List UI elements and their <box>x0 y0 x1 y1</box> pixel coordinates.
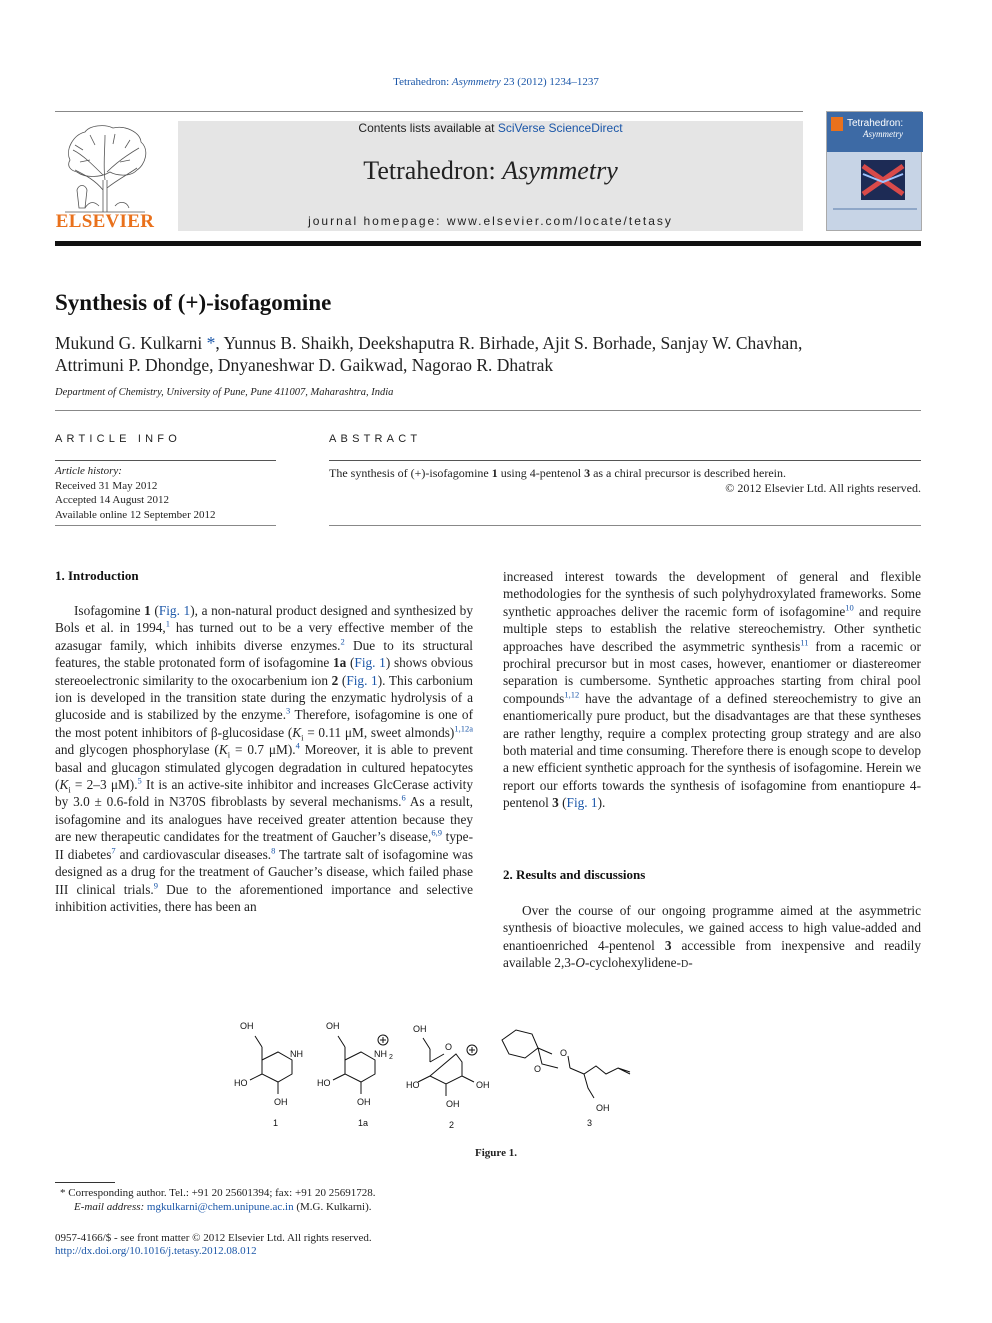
atom-label: NH <box>374 1049 387 1059</box>
atom-label: NH <box>290 1049 303 1059</box>
reference-link[interactable]: 6,9 <box>431 827 442 838</box>
received-date: Received 31 May 2012 <box>55 479 158 492</box>
email-label: E-mail address: <box>74 1201 145 1213</box>
doi-link[interactable]: http://dx.doi.org/10.1016/j.tetasy.2012.08.012 <box>55 1245 257 1257</box>
affiliation-rule <box>55 410 921 411</box>
atom-label: OH <box>274 1097 288 1107</box>
reference-link[interactable]: 5 <box>137 775 142 786</box>
reference-link[interactable]: 3 <box>286 706 291 717</box>
reference-link[interactable]: 2 <box>340 636 345 647</box>
introduction-paragraph-right: increased interest towards the development of general and flexible methodologies for the synthesis of such polyhydroxylated frameworks. Some synthetic approaches deliver the racemic form of isofagomine$^{10}$ and require multiple steps to establish the relative stereochemistry. Other synthetic approaches have described the asymmetric synthesis$^{11}$ from a racemic or prochiral precursor but in most cases, however, enantiomer or diastereomer separation is cumbersome. Synthetic approaches starting from chiral pool compounds$^{1,12}$ have the advantage of a defined stereochemistry to give an enantiomerically pure product, but the disadvantages are that these syntheses are rather lengthy, require a complex protecting group strategy and are also both material and time consuming. Therefore there is enough scope to develop a new efficient synthetic approach for the synthesis of isofagomine. Herein we report our efforts towards the synthesis of isofagomine from enantiopure 4-pentenol 3 (Fig. 1). <box>503 569 922 811</box>
compound-label-2: 2 <box>449 1120 455 1130</box>
article-title: Synthesis of (+)-isofagomine <box>55 290 332 315</box>
online-date: Available online 12 September 2012 <box>55 508 216 521</box>
atom-label: O <box>534 1064 542 1074</box>
reference-link[interactable]: 7 <box>111 845 116 856</box>
authors-line2: Attrimuni P. Dhondge, Dnyaneshwar D. Gaikwad, Nagorao R. Dhatrak <box>55 355 554 375</box>
abstract-text: The synthesis of (+)-isofagomine 1 using 4-pentenol 3 as a chiral precursor is described herein. <box>329 466 786 480</box>
section-heading-results: 2. Results and discussions <box>503 867 646 882</box>
figure-link[interactable]: Fig. 1 <box>158 603 191 618</box>
abstract-rule <box>329 460 921 461</box>
reference-link[interactable]: 9 <box>153 880 158 891</box>
introduction-paragraph-left: Isofagomine 1 (Fig. 1), a non-natural product designed and synthesized by Bols et al. in 1994,$^1$ has turned out to be a very effective member of the azasugar family, which inhibits diverse enzymes.$^2$ Due to its structural features, the stable protonated form of isofagomine 1a (Fig. 1) shows obvious stereoelectronic similarity to the oxocarbenium ion 2 (Fig. 1). This carbonium ion is developed in the transition state during the enzymatic hydrolysis of a glucoside and is stabilized by the enzyme.$^3$ Therefore, isofagomine is one of the most potent inhibitors of β-glucosidase ($K_i = 0.11$ μM, sweet almonds)$^{1,12a}$ and glycogen phosphorylase ($K_i = 0.7$ μM).$^4$ Moreover, it is able to prevent basal and glucagon stimulated glycogen degradation in cultured hepatocytes ($K_i = 2-3$ μM).$^5$ It is an active-site inhibitor and increases GlcCerase activity by 3.0 ± 0.6-fold in N370S fibroblasts by several mechanisms.$^6$ As a result, isofagomine and its analogues have received greater attention because they are new therapeutic candidates for the treatment of Gaucher’s disease,$^{6,9}$ type-II diabetes$^7$ and cardiovascular diseases.$^8$ The tartrate salt of isofagomine was designed as a drug for the treatment of Gaucher’s disease, which failed phase III clinical trials.$^9$ Due to the aforementioned importance and selective inhibition activities, there has been an <box>55 603 474 914</box>
atom-label: O <box>560 1048 568 1058</box>
elsevier-wordmark[interactable]: ELSEVIER <box>55 211 155 232</box>
footnote-corresponding <box>60 1187 375 1199</box>
atom-label: HO <box>317 1078 331 1088</box>
cover-elsevier-mark <box>831 117 843 131</box>
journal-title-italic: Asymmetry <box>502 156 618 185</box>
journal-title <box>178 156 803 186</box>
article-info-rule <box>55 460 276 461</box>
citation-journal: Tetrahedron: <box>393 76 450 88</box>
figure-link[interactable]: Fig. 1 <box>566 795 598 811</box>
footnote-rule <box>55 1182 115 1183</box>
corresponding-author-link[interactable]: * <box>206 333 216 353</box>
abstract-heading: ABSTRACT <box>329 433 422 445</box>
authors-line1: , Yunnus B. Shaikh, Deekshaputra R. Birhade, Ajit S. Borhade, Sanjay W. Chavhan, <box>215 333 803 353</box>
atom-label: OH <box>413 1024 427 1034</box>
citation-details: 23 (2012) 1234–1237 <box>503 76 599 88</box>
cover-line <box>833 208 917 210</box>
atom-label: O <box>445 1042 453 1052</box>
atom-label: OH <box>240 1021 254 1031</box>
compound-label-1a: 1a <box>358 1118 369 1128</box>
figure-link[interactable]: Fig. 1 <box>346 672 378 688</box>
compound-label-1: 1 <box>273 1118 279 1128</box>
reference-link[interactable]: 1,12a <box>454 723 473 734</box>
cover-subtitle: Asymmetry <box>863 129 903 139</box>
journal-homepage[interactable]: journal homepage: www.elsevier.com/locate/tetasy <box>308 214 673 228</box>
atom-label: OH <box>476 1080 490 1090</box>
section-heading-introduction: 1. Introduction <box>55 568 139 583</box>
abstract-bottom-rule <box>329 525 921 526</box>
corresponding-author-name[interactable]: Mukund G. Kulkarni <box>55 333 203 353</box>
compound-label-3: 3 <box>587 1118 593 1128</box>
issn-line: 0957-4166/$ - see front matter © 2012 Elsevier Ltd. All rights reserved. <box>55 1232 372 1244</box>
footnote-star: * <box>60 1187 66 1199</box>
journal-title-plain: Tetrahedron: <box>363 156 496 185</box>
article-info-heading: ARTICLE INFO <box>55 433 181 445</box>
accepted-date: Accepted 14 August 2012 <box>55 494 169 506</box>
email-suffix: (M.G. Kulkarni). <box>296 1201 372 1213</box>
citation-header[interactable] <box>0 76 992 88</box>
history-label: Article history: <box>55 465 122 477</box>
abstract-copyright: © 2012 Elsevier Ltd. All rights reserved. <box>725 481 921 495</box>
reference-link[interactable]: 8 <box>271 845 276 856</box>
atom-label-subscript: 2 <box>389 1054 393 1061</box>
sciencedirect-link[interactable]: SciVerse ScienceDirect <box>497 121 623 135</box>
affiliation: Department of Chemistry, University of Pune, Pune 411007, Maharashtra, India <box>55 387 394 398</box>
atom-label: OH <box>596 1103 610 1113</box>
reference-link[interactable]: 10 <box>845 602 854 613</box>
cover-title: Tetrahedron: <box>847 118 904 129</box>
contents-line <box>178 121 803 135</box>
atom-label: HO <box>234 1078 248 1088</box>
contents-prefix: Contents lists available at <box>358 121 495 135</box>
masthead-top-rule <box>55 111 803 112</box>
figure-link[interactable]: Fig. 1 <box>354 655 386 671</box>
results-paragraph: Over the course of our ongoing programme aimed at the asymmetric synthesis of bioactive molecules, we gained access to high value-added and enantioenriched 4-pentenol 3 accessible from inexpensive and readily available 2,3-O-cyclohexylidene-D- <box>503 903 921 971</box>
journal-cover-thumbnail[interactable] <box>826 111 922 231</box>
article-info-bottom-rule <box>55 525 276 526</box>
footnote-corresponding-text: Corresponding author. Tel.: +91 20 25601394; fax: +91 20 25691728. <box>68 1187 376 1199</box>
citation-journal-italic: Asymmetry <box>451 76 501 88</box>
reference-link[interactable]: 1,12 <box>564 689 580 700</box>
figure-caption: Figure 1. <box>475 1147 517 1159</box>
email-link[interactable]: mgkulkarni@chem.unipune.ac.in <box>146 1201 294 1213</box>
footnote-email <box>74 1201 372 1213</box>
atom-label: OH <box>357 1097 371 1107</box>
cover-artwork <box>861 160 905 200</box>
figure-1-structures <box>220 1012 660 1137</box>
atom-label: OH <box>446 1099 460 1109</box>
atom-label: HO <box>406 1080 420 1090</box>
article-history <box>55 464 215 522</box>
author-list <box>55 332 935 376</box>
reference-link[interactable]: 1 <box>165 618 170 629</box>
reference-link[interactable]: 6 <box>401 793 406 804</box>
atom-label: OH <box>326 1021 340 1031</box>
reference-link[interactable]: 4 <box>295 740 300 751</box>
reference-link[interactable]: 11 <box>800 637 809 648</box>
masthead-bottom-rule <box>55 241 921 246</box>
